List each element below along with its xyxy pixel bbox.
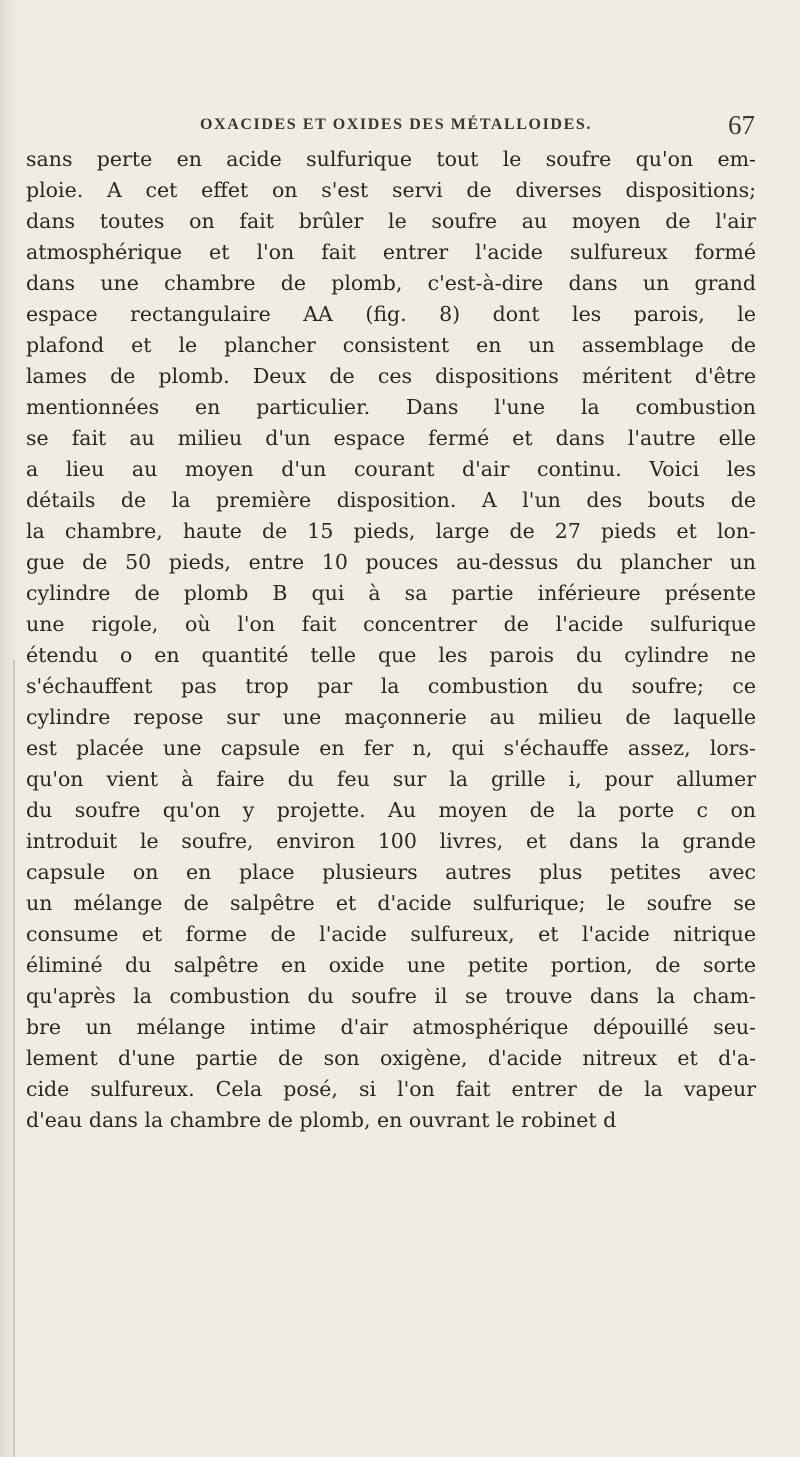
text-line: mentionnées en particulier. Dans l'une la combustion	[26, 395, 756, 419]
text-line: lement d'une partie de son oxigène, d'acide nitreux et d'a-	[26, 1046, 756, 1070]
text-line: la chambre, haute de 15 pieds, large de 27 pieds et lon-	[26, 519, 756, 543]
text-line: d'eau dans la chambre de plomb, en ouvrant le robinet d	[26, 1108, 617, 1132]
text-line: lames de plomb. Deux de ces dispositions méritent d'être	[26, 364, 756, 388]
text-line: cylindre de plomb B qui à sa partie inférieure présente	[26, 581, 756, 605]
text-line: qu'après la combustion du soufre il se trouve dans la cham-	[26, 984, 756, 1008]
running-head-title: OXACIDES ET OXIDES DES MÉTALLOIDES.	[200, 116, 592, 133]
text-line: bre un mélange intime d'air atmosphérique dépouillé seu-	[26, 1015, 756, 1039]
text-line: dans toutes on fait brûler le soufre au moyen de l'air	[26, 209, 756, 233]
text-line: se fait au milieu d'un espace fermé et dans l'autre elle	[26, 426, 756, 450]
text-line: ploie. A cet effet on s'est servi de diverses dispositions;	[26, 178, 756, 202]
text-line: capsule on en place plusieurs autres plus petites avec	[26, 860, 756, 884]
text-line: gue de 50 pieds, entre 10 pouces au-dessus du plancher un	[26, 550, 756, 574]
text-line: cide sulfureux. Cela posé, si l'on fait entrer de la vapeur	[26, 1077, 756, 1101]
text-line: est placée une capsule en fer n, qui s'échauffe assez, lors-	[26, 736, 756, 760]
text-line: dans une chambre de plomb, c'est-à-dire dans un grand	[26, 271, 756, 295]
text-line: cylindre repose sur une maçonnerie au milieu de laquelle	[26, 705, 756, 729]
text-line: éliminé du salpêtre en oxide une petite portion, de sorte	[26, 953, 756, 977]
text-line: une rigole, où l'on fait concentrer de l'acide sulfurique	[26, 612, 756, 636]
text-line: un mélange de salpêtre et d'acide sulfurique; le soufre se	[26, 891, 756, 915]
text-line: qu'on vient à faire du feu sur la grille i, pour allumer	[26, 767, 756, 791]
text-line: étendu o en quantité telle que les parois du cylindre ne	[26, 643, 756, 667]
text-line: du soufre qu'on y projette. Au moyen de la porte c on	[26, 798, 756, 822]
page-number: 67	[728, 110, 755, 140]
body-paragraph	[26, 144, 756, 1136]
page-gutter-shadow	[0, 0, 18, 1457]
binding-edge	[13, 660, 15, 1457]
text-line: a lieu au moyen d'un courant d'air continu. Voici les	[26, 457, 756, 481]
text-line: détails de la première disposition. A l'un des bouts de	[26, 488, 756, 512]
text-line: espace rectangulaire AA (fig. 8) dont les parois, le	[26, 302, 756, 326]
text-line: s'échauffent pas trop par la combustion du soufre; ce	[26, 674, 756, 698]
text-line: sans perte en acide sulfurique tout le soufre qu'on em-	[26, 147, 756, 171]
text-line: introduit le soufre, environ 100 livres, et dans la grande	[26, 829, 756, 853]
text-line: plafond et le plancher consistent en un assemblage de	[26, 333, 756, 357]
text-line: consume et forme de l'acide sulfureux, et l'acide nitrique	[26, 922, 756, 946]
text-line: atmosphérique et l'on fait entrer l'acide sulfureux formé	[26, 240, 756, 264]
